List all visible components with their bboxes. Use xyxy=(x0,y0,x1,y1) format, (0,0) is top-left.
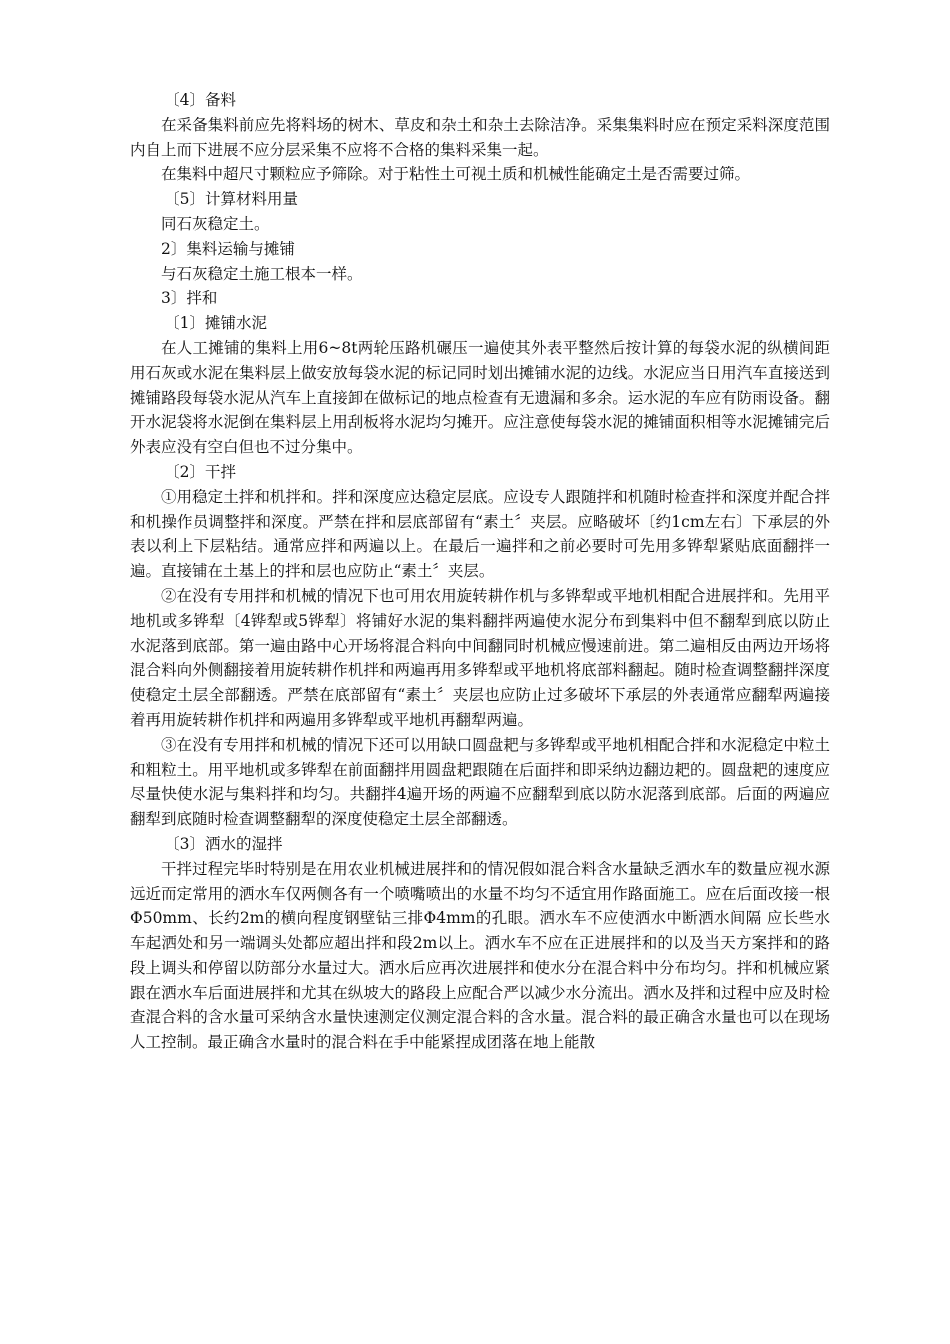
document-body xyxy=(130,88,830,1055)
section-heading-materials: 〔4〕备料 xyxy=(164,91,236,109)
section-heading-wet-mix: 〔3〕洒水的湿拌 xyxy=(164,834,283,853)
paragraph: ②在没有专用拌和机械的情况下也可用农用旋转耕作机与多铧犁或平地机相配合进展拌和。先用平地机或多铧犁〔4铧犁或5铧犁〕将铺好水泥的集料翻拌两遍使水泥分布到集料中但不翻犁到底以防止水泥落到底部。第一遍由路中心开场将混合料向中间翻同时机械应慢速前进。第二遍相反由两边开场将混合料向外侧翻接着用旋转耕作机拌和两遍再用多铧犁或平地机将底部料翻起。随时检查调整翻拌深度使稳定土层全部翻透。严禁在底部留有“素土〞夹层也应防止过多破坏下承层的外表通常应翻犁两遍接着再用旋转耕作机拌和两遍用多铧犁或平地机再翻犁两遍。 xyxy=(130,586,830,729)
paragraph: 在采备集料前应先将料场的树木、草皮和杂土和杂土去除洁净。采集集料时应在预定采料深度范围内自上而下进展不应分层采集不应将不合格的集料采集一起。 xyxy=(130,115,830,159)
paragraph: 干拌过程完毕时特别是在用农业机械进展拌和的情况假如混合料含水量缺乏洒水车的数量应视水源远近而定常用的洒水车仅两侧各有一个喷嘴喷出的水量不均匀不适宜用作路面施工。应在后面改接一根Φ50mm、长约2m的横向程度钢壁钻三排Φ4mm的孔眼。洒水车不应使洒水中断洒水间隔 应长些水车起洒处和另一端调头处都应超出拌和段2m以上。洒水车不应在正进展拌和的以及当天方案拌和的路段上调头和停留以防部分水量过大。洒水后应再次进展拌和使水分在混合料中分布均匀。拌和机械应紧跟在洒水车后面进展拌和尤其在纵坡大的路段上应配合严以减少水分流出。洒水及拌和过程中应及时检查混合料的含水量可采纳含水量快速测定仪测定混合料的含水量。混合料的最正确含水量也可以在现场人工控制。最正确含水量时的混合料在手中能紧捏成团落在地上能散 xyxy=(130,859,830,1052)
subsection-heading-mixing: 3〕拌和 xyxy=(161,289,218,308)
paragraph: ③在没有专用拌和机械的情况下还可以用缺口圆盘耙与多铧犁或平地机相配合拌和水泥稳定中粒土和粗粒土。用平地机或多铧犁在前面翻拌用圆盘耙跟随在后面拌和即采纳边翻边耙的。圆盘耙的速度应尽量快使水泥与集料拌和均匀。共翻拌4遍开场的两遍不应翻犁到底以防水泥落到底部。后面的两遍应翻犁到底随时检查调整翻犁的深度使稳定土层全部翻透。 xyxy=(130,735,830,829)
paragraph: 与石灰稳定土施工根本一样。 xyxy=(161,264,363,283)
paragraph: ①用稳定土拌和机拌和。拌和深度应达稳定层底。应设专人跟随拌和机随时检查拌和深度并配合拌和机操作员调整拌和深度。严禁在拌和层底部留有“素土〞夹层。应略破坏〔约1cm左右〕下承层的外表以利上下层粘结。通常应拌和两遍以上。在最后一遍拌和之前必要时可先用多铧犁紧贴底面翻拌一遍。直接铺在土基上的拌和层也应防止“素土〞夹层。 xyxy=(130,487,830,581)
paragraph: 在集料中超尺寸颗粒应予筛除。对于粘性土可视土质和机械性能确定土是否需要过筛。 xyxy=(161,165,751,184)
subsection-heading-transport: 2〕集料运输与摊铺 xyxy=(161,239,295,258)
paragraph: 同石灰稳定土。 xyxy=(161,214,270,233)
section-heading-dry-mix: 〔2〕干拌 xyxy=(164,462,236,481)
section-heading-material-quantity: 〔5〕计算材料用量 xyxy=(164,190,298,209)
paragraph: 在人工摊铺的集料上用6~8t两轮压路机碾压一遍使其外表平整然后按计算的每袋水泥的纵横间距用石灰或水泥在集料层上做安放每袋水泥的标记同时划出摊铺水泥的边线。水泥应当日用汽车直接送到摊铺路段每袋水泥从汽车上直接卸在做标记的地点检查有无遗漏和多余。运水泥的车应有防雨设备。翻开水泥袋将水泥倒在集料层上用刮板将水泥均匀摊开。应注意使每袋水泥的摊铺面积相等水泥摊铺完后外表应没有空白但也不过分集中。 xyxy=(130,338,830,457)
section-heading-spread-cement: 〔1〕摊铺水泥 xyxy=(164,314,267,333)
